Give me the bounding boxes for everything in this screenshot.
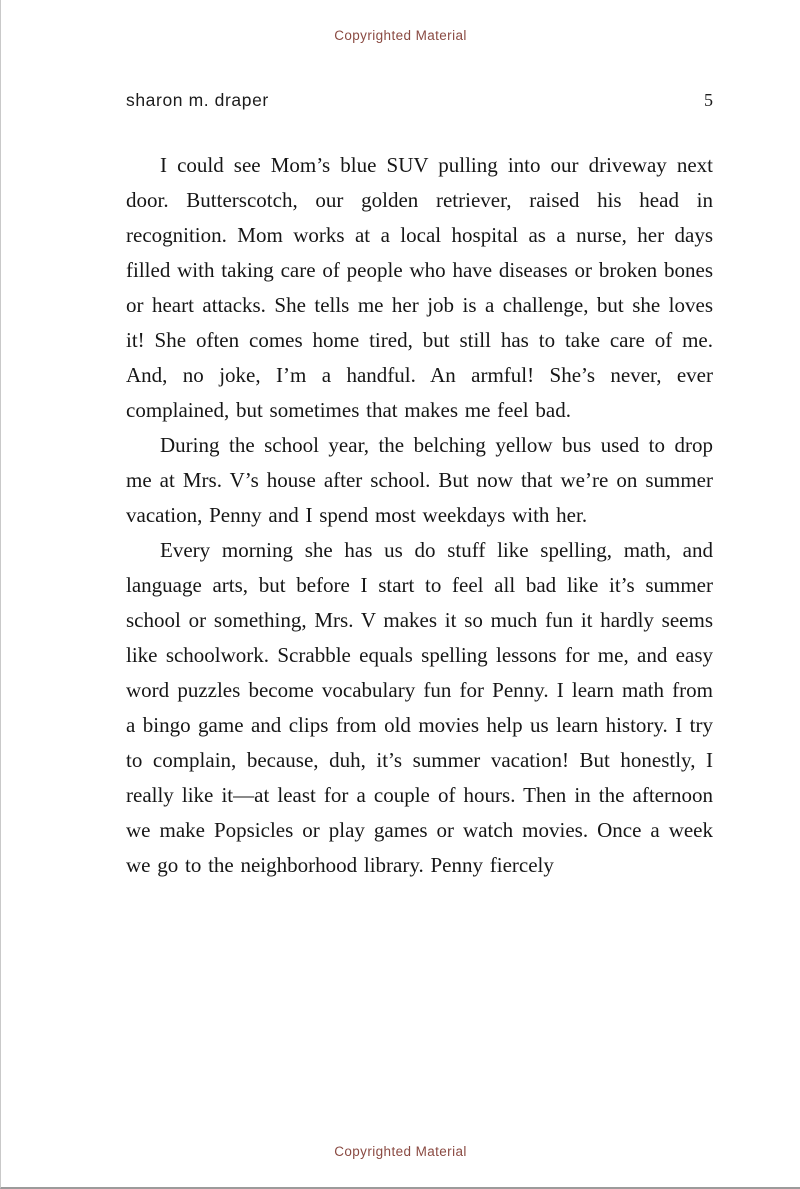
copyright-notice-bottom: Copyrighted Material bbox=[334, 1144, 467, 1159]
paragraph-2: During the school year, the belching yellow bus used to drop me at Mrs. V’s house after school. But now that we’re on summer vacation, Penny and I spend most weekdays with her. bbox=[126, 433, 713, 527]
paragraph-1: I could see Mom’s blue SUV pulling into our driveway next door. Butterscotch, our golden retriever, raised his head in recognition. Mom works at a local hospital as a nurse, her days filled with taking care of people who have diseases or broken bones or heart attacks. She tells me her job is a challenge, but she loves it! She often comes home tired, but still has to take care of me. And, no joke, I’m a handful. An armful! She’s never, ever complained, but sometimes that makes me feel bad. bbox=[126, 153, 713, 422]
body-text bbox=[126, 148, 713, 883]
copyright-notice-top: Copyrighted Material bbox=[334, 28, 467, 43]
author-name: sharon m. draper bbox=[126, 90, 269, 110]
page-header bbox=[126, 90, 713, 111]
paragraph-3: Every morning she has us do stuff like spelling, math, and language arts, but before I start to feel all bad like it’s summer school or something, Mrs. V makes it so much fun it hardly seems like schoolwork. Scrabble equals spelling lessons for me, and easy word puzzles become vocabulary fun for Penny. I learn math from a bingo game and clips from old movies help us learn history. I try to complain, because, duh, it’s summer vacation! But honestly, I really like it—at least for a couple of hours. Then in the afternoon we make Popsicles or play games or watch movies. Once a week we go to the neighborhood library. Penny fiercely bbox=[126, 538, 713, 877]
page-number: 5 bbox=[704, 90, 713, 110]
